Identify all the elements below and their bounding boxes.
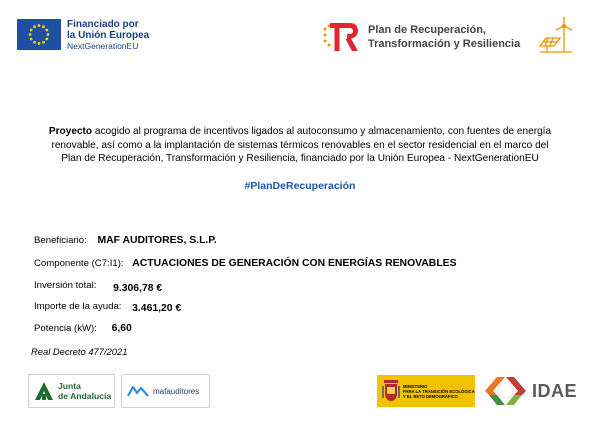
ministerio-line2: PARA LA TRANSICIÓN ECOLÓGICA [403,388,475,394]
idae-logo [483,374,577,408]
ministerio-logo [377,375,475,407]
prtr-mark-icon [322,20,360,54]
eu-logo-line1: Financiado por [67,19,139,30]
aid-amount-label: Importe de la ayuda: [34,301,122,312]
maf-text: mafauditores [153,386,200,396]
beneficiary-value: MAF AUDITORES, S.L.P. [97,235,217,246]
idae-mark-icon [483,374,528,408]
description-line1: acogido al programa de incentivos ligados al autoconsumo y almacenamiento, con fuentes de energía [92,126,552,137]
junta-line1: Junta [58,381,81,391]
beneficiary-row [34,235,217,246]
maf-mark-icon [127,384,149,398]
eu-logo-line3: NextGenerationEU [67,41,139,51]
project-description [20,125,580,166]
description-line3: Plan de Recuperación, Transformación y Resiliencia, financiado por la Unión Europea - NextGenerationEU [61,153,539,164]
eu-logo-line2: la Unión Europea [67,30,150,41]
investment-row [34,280,163,294]
hashtag: #PlanDeRecuperación [244,180,356,192]
description-line2: renovable, así como a la implantación de sistemas térmicos renovables en el sector residencial en el marco del [51,139,549,151]
aid-amount-row [34,301,181,312]
beneficiary-label: Beneficiario: [34,235,87,246]
recovery-plan-logo [322,20,520,54]
aid-amount-value: 3.461,20 € [132,303,182,314]
component-value: ACTUACIONES DE GENERACIÓN CON ENERGÍAS RENOVABLES [132,258,457,269]
description-lead: Proyecto [48,126,93,137]
component-label: Componente (C7:I1): [34,258,124,269]
idae-text: IDAE [532,380,578,401]
plan-logo-line1: Plan de Recuperación, [368,24,486,36]
investment-value: 9.306,78 € [113,283,163,294]
junta-andalucia-icon [33,380,55,402]
component-row [34,258,457,269]
plan-logo-line2: Transformación y Resiliencia [368,38,521,50]
power-value: 6,60 [111,323,132,334]
royal-decree: Real Decreto 477/2021 [31,346,128,357]
junta-line2: de Andalucía [58,391,112,401]
solar-wind-icon [538,16,574,54]
spain-coat-of-arms-icon [382,380,400,402]
investment-label: Inversión total: [34,280,97,291]
power-label: Potencia (kW): [34,323,97,334]
eu-flag-icon [17,19,61,50]
ministerio-line3: Y EL RETO DEMOGRÁFICO [403,393,458,399]
maf-auditores-logo [121,374,210,408]
power-row [34,323,132,334]
junta-andalucia-logo [28,374,115,408]
ministerio-line1: MINISTERIO [403,383,428,389]
eu-funding-logo [17,19,149,52]
